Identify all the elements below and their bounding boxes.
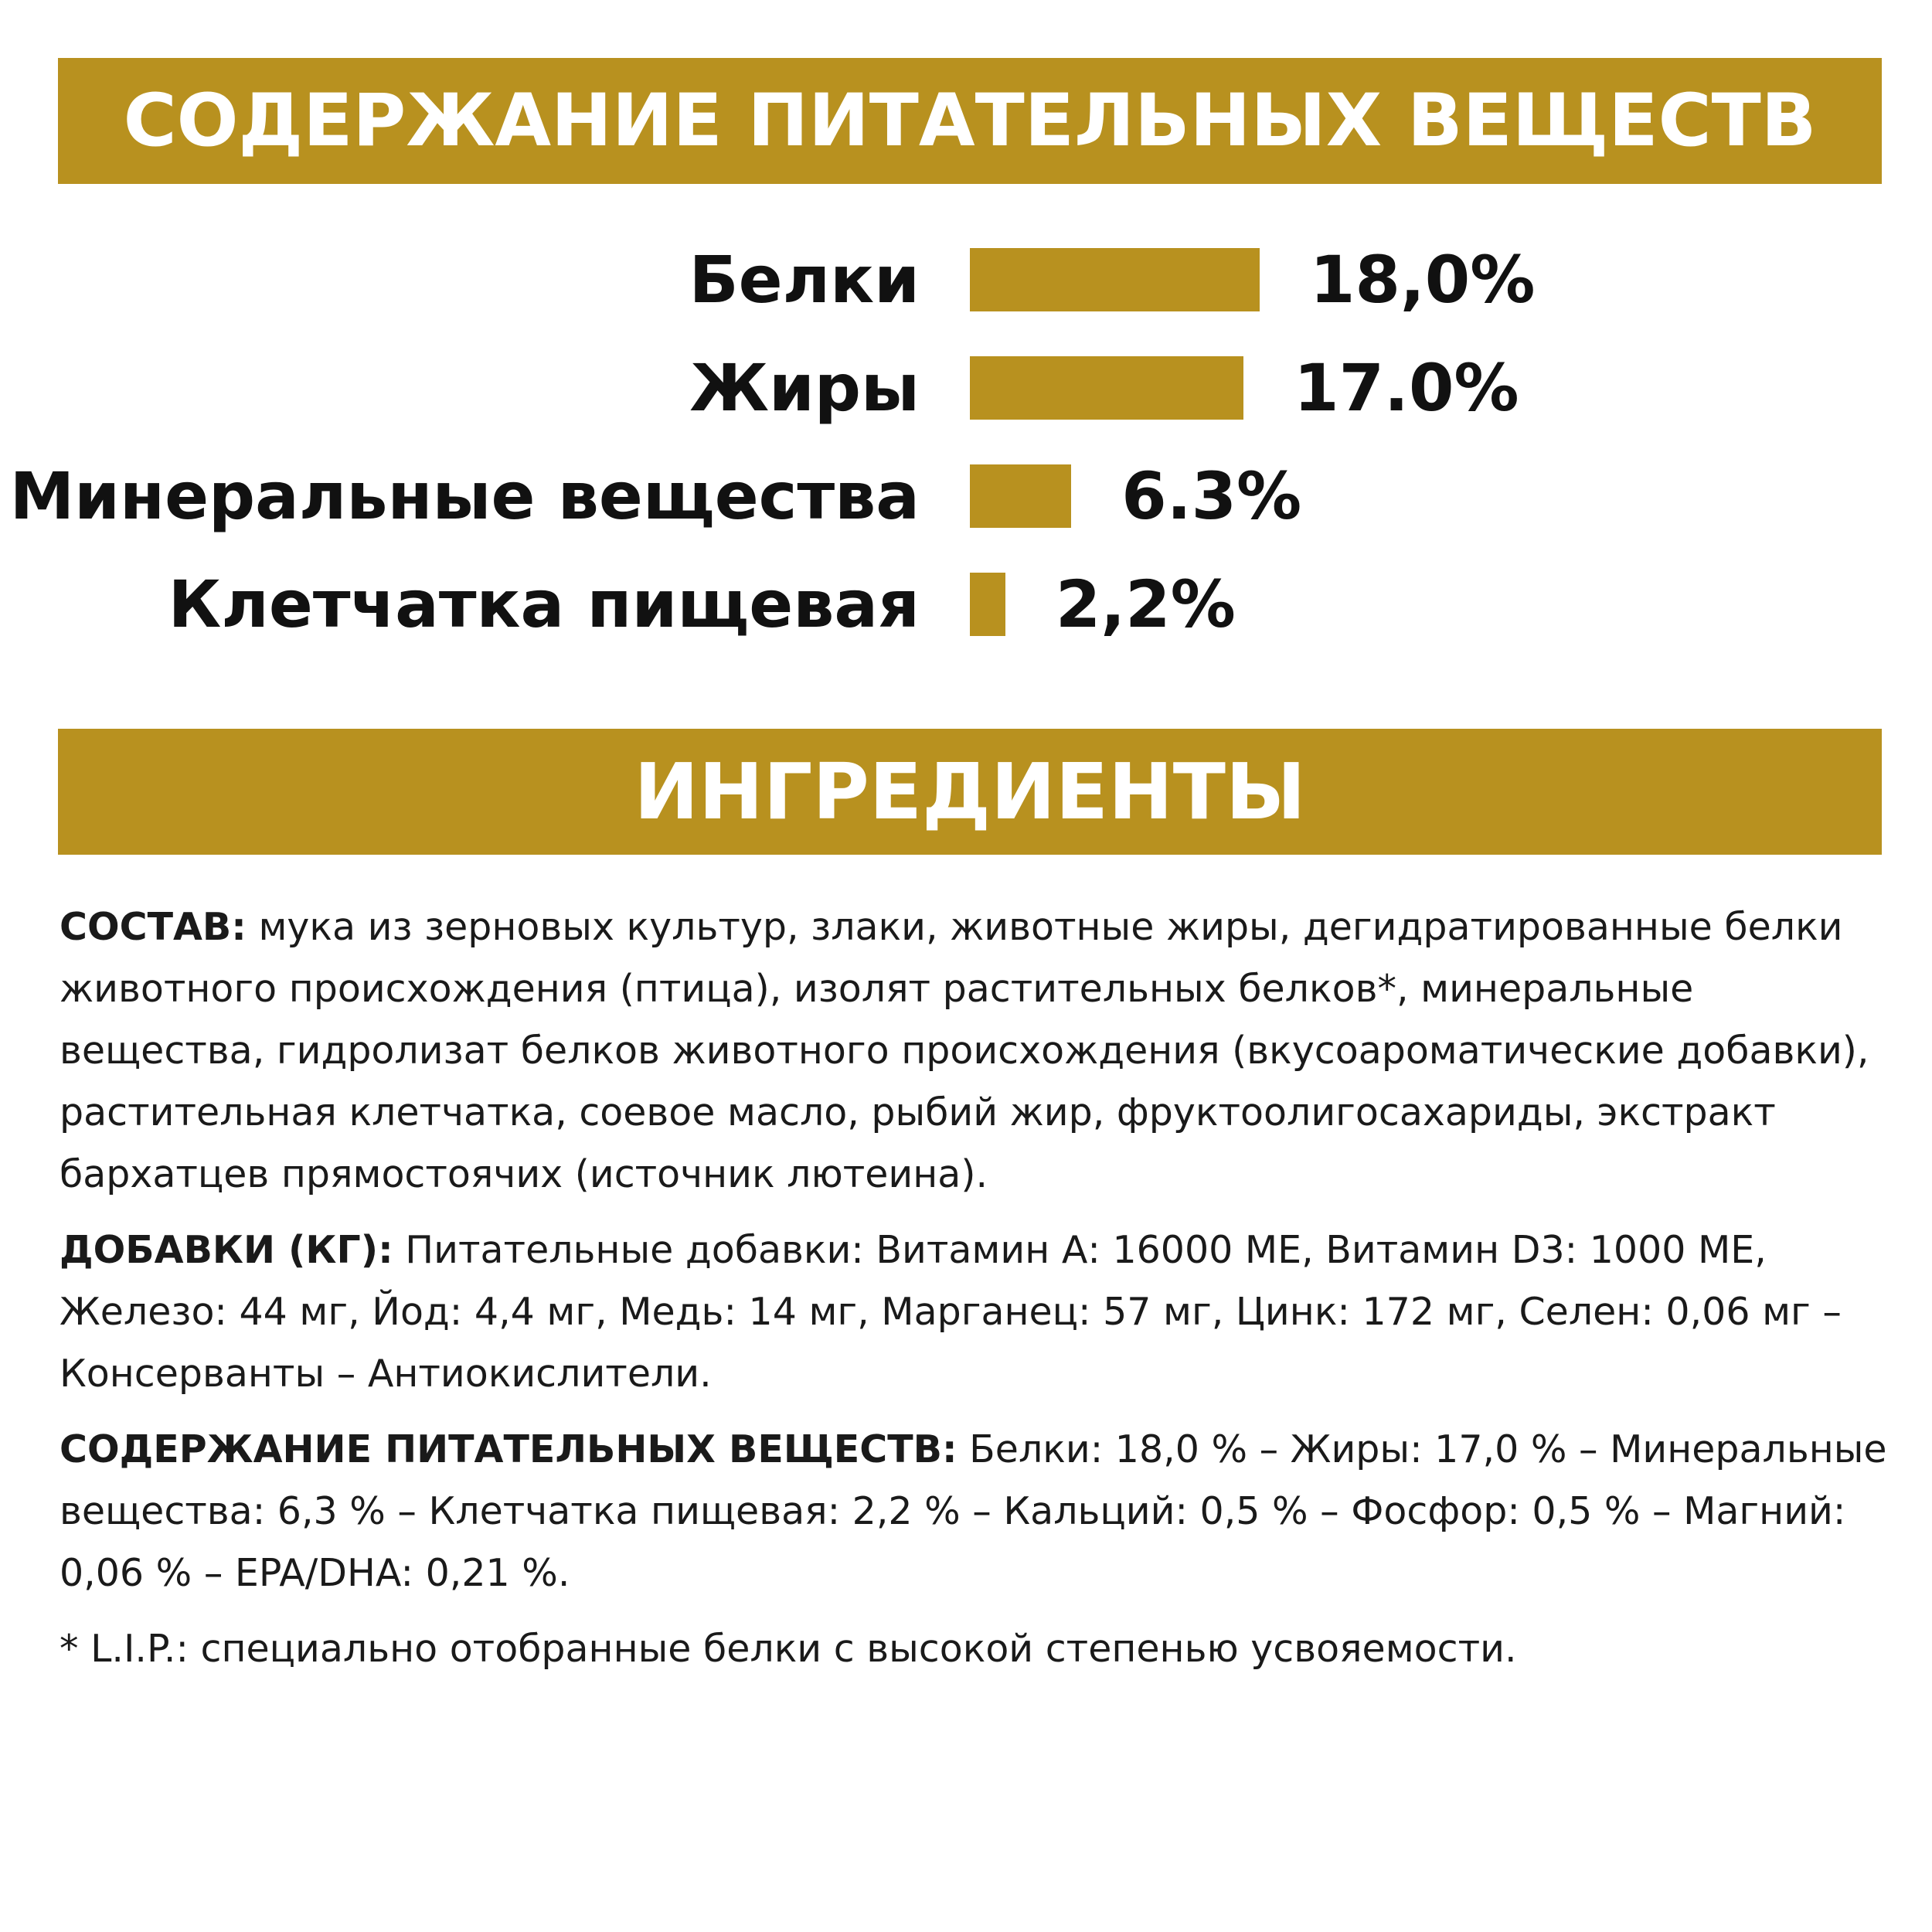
nutrient-value: 2,2% bbox=[1055, 566, 1236, 642]
nutrient-value: 18,0% bbox=[1310, 242, 1536, 318]
ingredients-title: ИНГРЕДИЕНТЫ bbox=[634, 747, 1306, 837]
additives-paragraph bbox=[60, 1219, 1891, 1405]
nutrient-row-fiber bbox=[0, 562, 1932, 647]
additives-label: ДОБАВКИ (КГ): bbox=[60, 1228, 393, 1272]
ingredients-banner bbox=[58, 729, 1882, 855]
ingredients-body bbox=[60, 896, 1891, 1694]
nutrient-bar bbox=[970, 573, 1005, 636]
nutrient-label: Жиры bbox=[689, 350, 920, 426]
nutrients-title: СОДЕРЖАНИЕ ПИТАТЕЛЬНЫХ ВЕЩЕСТВ bbox=[123, 79, 1817, 163]
nutrient-bar bbox=[970, 356, 1243, 420]
nutrient-row-fat bbox=[0, 345, 1932, 430]
nutrient-value: 6.3% bbox=[1121, 458, 1302, 534]
nutrient-content-label: СОДЕРЖАНИЕ ПИТАТЕЛЬНЫХ ВЕЩЕСТВ: bbox=[60, 1427, 957, 1471]
nutrient-label: Белки bbox=[689, 242, 920, 318]
nutrient-value: 17.0% bbox=[1294, 350, 1519, 426]
nutrient-content-text: Белки: 18,0 % – Жиры: 17,0 % – Минеральные вещества: 6,3 % – Клетчатка пищевая: 2,2 % – Кальций: 0,5 % – Фосфор: 0,5 % – Магний: 0,06 % – EPA/DHA: 0,21 %. bbox=[60, 1427, 1887, 1595]
nutrient-label: Минеральные вещества bbox=[9, 458, 920, 534]
composition-text: мука из зерновых культур, злаки, животные жиры, дегидратированные белки животного происхождения (птица), изолят растительных белков*, минеральные вещества, гидролизат белков животного происхождения (вкусоароматические добавки), растительная клетчатка, соевое масло, рыбий жир, фруктоолигосахариды, экстракт бархатцев прямостоячих (источник лютеина). bbox=[60, 905, 1869, 1196]
nutrient-bar bbox=[970, 248, 1260, 311]
nutrient-label: Клетчатка пищевая bbox=[168, 566, 920, 642]
nutrient-bar bbox=[970, 464, 1071, 528]
footnote: * L.I.P.: специально отобранные белки с высокой степенью усвояемости. bbox=[60, 1627, 1517, 1671]
nutrient-row-minerals bbox=[0, 454, 1932, 539]
additives-text: Питательные добавки: Витамин А: 16000 МЕ, Витамин D3: 1000 МЕ, Железо: 44 мг, Йод: 4,4 мг, Медь: 14 мг, Марганец: 57 мг, Цинк: 172 мг, Селен: 0,06 мг – Консерванты – Антиокислители. bbox=[60, 1228, 1842, 1396]
nutrient-row-protein bbox=[0, 237, 1932, 322]
nutrients-banner bbox=[58, 58, 1882, 184]
nutrient-content-paragraph bbox=[60, 1419, 1891, 1604]
composition-paragraph bbox=[60, 896, 1891, 1206]
composition-label: СОСТАВ: bbox=[60, 905, 247, 949]
